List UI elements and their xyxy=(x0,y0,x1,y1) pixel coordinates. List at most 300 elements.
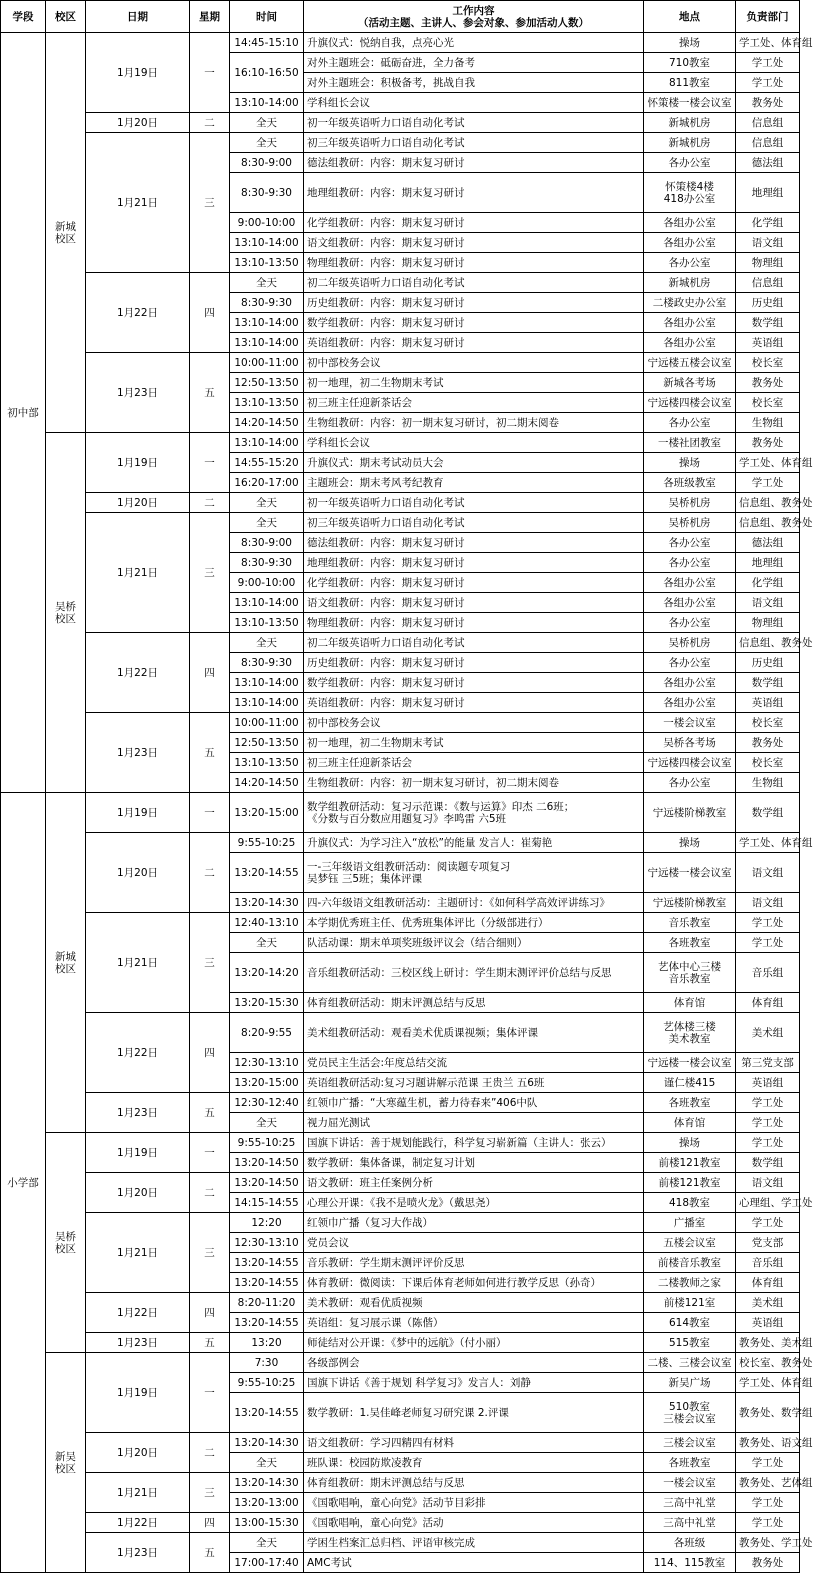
dept-cell: 德法组 xyxy=(736,153,800,173)
dept-cell: 数学组 xyxy=(736,313,800,333)
time-cell: 9:00-10:00 xyxy=(230,213,304,233)
dept-cell: 数学组 xyxy=(736,793,800,833)
date-cell: 1月23日 xyxy=(86,1333,190,1353)
date-cell: 1月21日 xyxy=(86,1473,190,1513)
header-content: 工作内容 （活动主题、主讲人、参会对象、参加活动人数） xyxy=(304,1,644,33)
content-cell: 地理组教研：内容：期末复习研讨 xyxy=(304,173,644,213)
content-cell: 初三年级英语听力口语自动化考试 xyxy=(304,133,644,153)
date-cell: 1月20日 xyxy=(86,493,190,513)
content-cell: 化学组教研：内容：期末复习研讨 xyxy=(304,213,644,233)
dept-cell: 校长室 xyxy=(736,393,800,413)
weekday-cell: 四 xyxy=(190,633,230,713)
dept-cell: 教务处 xyxy=(736,373,800,393)
content-cell: 物理组教研：内容：期末复习研讨 xyxy=(304,253,644,273)
place-cell: 操场 xyxy=(644,453,736,473)
content-cell: 英语组教研活动:复习习题讲解示范课 王贵兰 五6班 xyxy=(304,1073,644,1093)
time-cell: 13:10-14:00 xyxy=(230,233,304,253)
content-cell: 数学组教研活动：复习示范课：《数与运算》印杰 二6班； 《分数与百分数应用题复习》李鸣雷 六5班 xyxy=(304,793,644,833)
place-cell: 二楼政史办公室 xyxy=(644,293,736,313)
stage-cell: 小学部 xyxy=(1,793,46,1573)
weekday-cell: 三 xyxy=(190,513,230,633)
time-cell: 8:30-9:00 xyxy=(230,153,304,173)
time-cell: 9:00-10:00 xyxy=(230,573,304,593)
dept-cell: 语文组 xyxy=(736,593,800,613)
dept-cell: 学工处 xyxy=(736,1093,800,1113)
dept-cell: 历史组 xyxy=(736,653,800,673)
place-cell: 前楼121室 xyxy=(644,1293,736,1313)
time-cell: 12:30-13:10 xyxy=(230,1053,304,1073)
content-cell: 初二年级英语听力口语自动化考试 xyxy=(304,273,644,293)
time-cell: 16:20-17:00 xyxy=(230,473,304,493)
place-cell: 各组办公室 xyxy=(644,313,736,333)
table-row xyxy=(1,1513,800,1533)
place-cell: 811教室 xyxy=(644,73,736,93)
table-row xyxy=(1,1133,800,1153)
dept-cell: 历史组 xyxy=(736,293,800,313)
campus-cell: 新城 校区 xyxy=(46,793,86,1133)
dept-cell: 学工处 xyxy=(736,53,800,73)
date-cell: 1月19日 xyxy=(86,1133,190,1173)
place-cell: 各组办公室 xyxy=(644,333,736,353)
content-cell: 生物组教研：内容：初一期末复习研讨，初二期末阅卷 xyxy=(304,413,644,433)
place-cell: 三高中礼堂 xyxy=(644,1493,736,1513)
time-cell: 13:20-14:20 xyxy=(230,953,304,993)
time-cell: 13:20-14:30 xyxy=(230,893,304,913)
dept-cell: 信息组 xyxy=(736,133,800,153)
table-row xyxy=(1,273,800,293)
place-cell: 宁远楼四楼会议室 xyxy=(644,393,736,413)
place-cell: 各组办公室 xyxy=(644,573,736,593)
dept-cell: 学工处、体育组 xyxy=(736,453,800,473)
dept-cell: 学工处、体育组 xyxy=(736,33,800,53)
date-cell: 1月22日 xyxy=(86,633,190,713)
time-cell: 13:00-15:30 xyxy=(230,1513,304,1533)
content-cell: 队活动课：期末单项奖班级评议会（结合细则） xyxy=(304,933,644,953)
place-cell: 操场 xyxy=(644,1133,736,1153)
dept-cell: 语文组 xyxy=(736,1173,800,1193)
time-cell: 13:20-14:50 xyxy=(230,1173,304,1193)
weekday-cell: 五 xyxy=(190,1333,230,1353)
place-cell: 各办公室 xyxy=(644,553,736,573)
content-cell: 语文组教研：学习四精四有材料 xyxy=(304,1433,644,1453)
table-row xyxy=(1,113,800,133)
weekday-cell: 五 xyxy=(190,353,230,433)
dept-cell: 校长室 xyxy=(736,753,800,773)
content-cell: 数学组教研：内容：期末复习研讨 xyxy=(304,313,644,333)
time-cell: 13:20-14:50 xyxy=(230,1153,304,1173)
weekday-cell: 四 xyxy=(190,273,230,353)
time-cell: 9:55-10:25 xyxy=(230,1373,304,1393)
header-time: 时间 xyxy=(230,1,304,33)
table-row xyxy=(1,1473,800,1493)
time-cell: 8:30-9:30 xyxy=(230,173,304,213)
weekday-cell: 五 xyxy=(190,713,230,793)
place-cell: 各办公室 xyxy=(644,653,736,673)
dept-cell: 英语组 xyxy=(736,693,800,713)
content-cell: 《国歌唱响，童心向党》活动 xyxy=(304,1513,644,1533)
time-cell: 13:20-14:30 xyxy=(230,1433,304,1453)
dept-cell: 语文组 xyxy=(736,893,800,913)
time-cell: 14:55-15:20 xyxy=(230,453,304,473)
place-cell: 新城机房 xyxy=(644,273,736,293)
dept-cell: 语文组 xyxy=(736,233,800,253)
dept-cell: 数学组 xyxy=(736,673,800,693)
time-cell: 13:10-14:00 xyxy=(230,313,304,333)
time-cell: 13:20-15:00 xyxy=(230,793,304,833)
time-cell: 12:30-13:10 xyxy=(230,1233,304,1253)
time-cell: 13:20-15:00 xyxy=(230,1073,304,1093)
content-cell: 初三年级英语听力口语自动化考试 xyxy=(304,513,644,533)
content-cell: 语文组教研：内容：期末复习研讨 xyxy=(304,233,644,253)
time-cell: 全天 xyxy=(230,933,304,953)
place-cell: 各班教室 xyxy=(644,933,736,953)
place-cell: 操场 xyxy=(644,833,736,853)
dept-cell: 学工处 xyxy=(736,473,800,493)
schedule-body xyxy=(1,33,813,1573)
place-cell: 二楼教师之家 xyxy=(644,1273,736,1293)
time-cell: 13:20-14:55 xyxy=(230,853,304,893)
campus-cell: 新吴 校区 xyxy=(46,1353,86,1573)
table-row xyxy=(1,1433,800,1453)
campus-cell: 吴桥 校区 xyxy=(46,1133,86,1353)
place-cell: 新城机房 xyxy=(644,133,736,153)
content-cell: 数学教研：集体备课，制定复习计划 xyxy=(304,1153,644,1173)
content-cell: 本学期优秀班主任、优秀班集体评比（分级部进行） xyxy=(304,913,644,933)
time-cell: 13:20 xyxy=(230,1333,304,1353)
time-cell: 8:20-11:20 xyxy=(230,1293,304,1313)
date-cell: 1月20日 xyxy=(86,1433,190,1473)
dept-cell: 信息组、教务处 xyxy=(736,513,800,533)
content-cell: 英语组教研：内容：期末复习研讨 xyxy=(304,693,644,713)
content-cell: 德法组教研：内容：期末复习研讨 xyxy=(304,153,644,173)
place-cell: 各班教室 xyxy=(644,1453,736,1473)
date-cell: 1月23日 xyxy=(86,1533,190,1573)
place-cell: 体育馆 xyxy=(644,1113,736,1133)
table-row xyxy=(1,793,800,833)
weekday-cell: 三 xyxy=(190,1213,230,1293)
table-row xyxy=(1,913,800,933)
dept-cell: 美术组 xyxy=(736,1293,800,1313)
header-dept: 负责部门 xyxy=(736,1,800,33)
place-cell: 广播室 xyxy=(644,1213,736,1233)
time-cell: 13:20-13:00 xyxy=(230,1493,304,1513)
time-cell: 8:20-9:55 xyxy=(230,1013,304,1053)
place-cell: 各办公室 xyxy=(644,613,736,633)
time-cell: 13:20-14:55 xyxy=(230,1253,304,1273)
content-cell: 初二年级英语听力口语自动化考试 xyxy=(304,633,644,653)
place-cell: 510教室 三楼会议室 xyxy=(644,1393,736,1433)
content-cell: 英语组：复习展示课（陈偕） xyxy=(304,1313,644,1333)
content-cell: 体育教研：微阅读：下课后体育老师如何进行教学反思（孙奇） xyxy=(304,1273,644,1293)
time-cell: 13:10-13:50 xyxy=(230,613,304,633)
content-cell: 一-三年级语文组教研活动：阅读题专项复习 吴梦钰 三5班；集体评课 xyxy=(304,853,644,893)
place-cell: 操场 xyxy=(644,33,736,53)
time-cell: 10:00-11:00 xyxy=(230,353,304,373)
place-cell: 宁远楼阶梯教室 xyxy=(644,793,736,833)
dept-cell: 信息组 xyxy=(736,113,800,133)
content-cell: 班队课：校园防欺凌教育 xyxy=(304,1453,644,1473)
time-cell: 7:30 xyxy=(230,1353,304,1373)
date-cell: 1月20日 xyxy=(86,1173,190,1213)
place-cell: 吴桥机房 xyxy=(644,513,736,533)
date-cell: 1月19日 xyxy=(86,433,190,493)
place-cell: 宁远楼一楼会议室 xyxy=(644,1053,736,1073)
table-row xyxy=(1,633,800,653)
content-cell: 数学组教研：内容：期末复习研讨 xyxy=(304,673,644,693)
date-cell: 1月22日 xyxy=(86,273,190,353)
content-cell: 国旗下讲话《善于规划 科学复习》发言人：刘静 xyxy=(304,1373,644,1393)
dept-cell: 教务处、学工处 xyxy=(736,1533,800,1553)
date-cell: 1月22日 xyxy=(86,1013,190,1093)
time-cell: 13:20-14:55 xyxy=(230,1313,304,1333)
place-cell: 三高中礼堂 xyxy=(644,1513,736,1533)
time-cell: 14:15-14:55 xyxy=(230,1193,304,1213)
date-cell: 1月23日 xyxy=(86,1093,190,1133)
weekday-cell: 五 xyxy=(190,1093,230,1133)
dept-cell: 生物组 xyxy=(736,773,800,793)
place-cell: 各组办公室 xyxy=(644,213,736,233)
time-cell: 13:10-13:50 xyxy=(230,253,304,273)
content-cell: 地理组教研：内容：期末复习研讨 xyxy=(304,553,644,573)
place-cell: 各组办公室 xyxy=(644,693,736,713)
weekday-cell: 三 xyxy=(190,133,230,273)
weekday-cell: 二 xyxy=(190,493,230,513)
dept-cell: 物理组 xyxy=(736,613,800,633)
time-cell: 17:00-17:40 xyxy=(230,1553,304,1573)
time-cell: 12:50-13:50 xyxy=(230,733,304,753)
date-cell: 1月21日 xyxy=(86,513,190,633)
content-cell: 音乐教研：学生期末测评评价反思 xyxy=(304,1253,644,1273)
time-cell: 全天 xyxy=(230,633,304,653)
table-row xyxy=(1,1173,800,1193)
time-cell: 全天 xyxy=(230,113,304,133)
time-cell: 全天 xyxy=(230,133,304,153)
place-cell: 614教室 xyxy=(644,1313,736,1333)
time-cell: 12:40-13:10 xyxy=(230,913,304,933)
dept-cell: 数学组 xyxy=(736,1153,800,1173)
content-cell: 初三班主任迎新茶话会 xyxy=(304,393,644,413)
place-cell: 418教室 xyxy=(644,1193,736,1213)
content-cell: 党员会议 xyxy=(304,1233,644,1253)
time-cell: 9:55-10:25 xyxy=(230,833,304,853)
table-row xyxy=(1,353,800,373)
table-row xyxy=(1,833,800,853)
place-cell: 音乐教室 xyxy=(644,913,736,933)
place-cell: 一楼社团教室 xyxy=(644,433,736,453)
place-cell: 艺体中心三楼 音乐教室 xyxy=(644,953,736,993)
content-cell: 升旗仪式：悦纳自我，点亮心光 xyxy=(304,33,644,53)
dept-cell: 化学组 xyxy=(736,573,800,593)
dept-cell: 教务处 xyxy=(736,93,800,113)
weekday-cell: 一 xyxy=(190,1353,230,1433)
dept-cell: 学工处 xyxy=(736,73,800,93)
dept-cell: 物理组 xyxy=(736,253,800,273)
date-cell: 1月22日 xyxy=(86,1293,190,1333)
time-cell: 14:45-15:10 xyxy=(230,33,304,53)
weekday-cell: 一 xyxy=(190,1133,230,1173)
place-cell: 宁远楼阶梯教室 xyxy=(644,893,736,913)
dept-cell: 教务处、艺体组 xyxy=(736,1473,800,1493)
content-cell: 心理公开课：《我不是喷火龙》（戴思尧） xyxy=(304,1193,644,1213)
content-cell: 四-六年级语文组教研活动：主题研讨：《如何科学高效评讲练习》 xyxy=(304,893,644,913)
time-cell: 全天 xyxy=(230,513,304,533)
content-cell: 初一地理，初二生物期末考试 xyxy=(304,733,644,753)
content-cell: 升旗仪式：期末考试动员大会 xyxy=(304,453,644,473)
dept-cell: 美术组 xyxy=(736,1013,800,1053)
header-place: 地点 xyxy=(644,1,736,33)
dept-cell: 教务处 xyxy=(736,433,800,453)
place-cell: 各办公室 xyxy=(644,413,736,433)
content-cell: 初中部校务会议 xyxy=(304,353,644,373)
place-cell: 体育馆 xyxy=(644,993,736,1013)
dept-cell: 教务处 xyxy=(736,733,800,753)
dept-cell: 信息组、教务处 xyxy=(736,493,800,513)
content-cell: 德法组教研：内容：期末复习研讨 xyxy=(304,533,644,553)
place-cell: 新吴广场 xyxy=(644,1373,736,1393)
place-cell: 一楼会议室 xyxy=(644,1473,736,1493)
table-row xyxy=(1,1533,800,1553)
date-cell: 1月21日 xyxy=(86,913,190,1013)
content-cell: 历史组教研：内容：期末复习研讨 xyxy=(304,293,644,313)
content-cell: 师徒结对公开课：《梦中的远航》（付小丽） xyxy=(304,1333,644,1353)
date-cell: 1月21日 xyxy=(86,1213,190,1293)
time-cell: 12:30-12:40 xyxy=(230,1093,304,1113)
weekday-cell: 四 xyxy=(190,1013,230,1093)
table-row xyxy=(1,133,800,153)
content-cell: 视力屈光测试 xyxy=(304,1113,644,1133)
dept-cell: 化学组 xyxy=(736,213,800,233)
dept-cell: 音乐组 xyxy=(736,1253,800,1273)
content-cell: 语文组教研：内容：期末复习研讨 xyxy=(304,593,644,613)
dept-cell: 地理组 xyxy=(736,553,800,573)
weekday-cell: 一 xyxy=(190,433,230,493)
dept-cell: 校长室、教务处 xyxy=(736,1353,800,1373)
place-cell: 怀策楼一楼会议室 xyxy=(644,93,736,113)
dept-cell: 英语组 xyxy=(736,1313,800,1333)
place-cell: 各办公室 xyxy=(644,153,736,173)
date-cell: 1月23日 xyxy=(86,713,190,793)
time-cell: 全天 xyxy=(230,273,304,293)
time-cell: 全天 xyxy=(230,1453,304,1473)
table-row xyxy=(1,1013,800,1053)
dept-cell: 学工处 xyxy=(736,1113,800,1133)
campus-cell: 吴桥 校区 xyxy=(46,433,86,793)
dept-cell: 音乐组 xyxy=(736,953,800,993)
place-cell: 宁远楼一楼会议室 xyxy=(644,853,736,893)
time-cell: 10:00-11:00 xyxy=(230,713,304,733)
weekday-cell: 一 xyxy=(190,33,230,113)
content-cell: 学困生档案汇总归档、评语审核完成 xyxy=(304,1533,644,1553)
dept-cell: 党支部 xyxy=(736,1233,800,1253)
time-cell: 全天 xyxy=(230,1533,304,1553)
content-cell: 红领巾广播：“大寒蕴生机，蓄力待春来”406中队 xyxy=(304,1093,644,1113)
content-cell: 《国歌唱响，童心向党》活动节目彩排 xyxy=(304,1493,644,1513)
content-cell: 体育组教研活动：期末评测总结与反思 xyxy=(304,993,644,1013)
place-cell: 谨仁楼415 xyxy=(644,1073,736,1093)
dept-cell: 教务处、美术组 xyxy=(736,1333,800,1353)
content-cell: 美术组教研活动：观看美术优质课视频；集体评课 xyxy=(304,1013,644,1053)
header-campus: 校区 xyxy=(46,1,86,33)
place-cell: 各办公室 xyxy=(644,533,736,553)
dept-cell: 学工处、体育组 xyxy=(736,1373,800,1393)
time-cell: 全天 xyxy=(230,493,304,513)
weekday-cell: 一 xyxy=(190,793,230,833)
place-cell: 三楼会议室 xyxy=(644,1433,736,1453)
time-cell: 13:10-13:50 xyxy=(230,753,304,773)
weekday-cell: 三 xyxy=(190,1473,230,1513)
content-cell: 音乐组教研活动：三校区线上研讨：学生期末测评评价总结与反思 xyxy=(304,953,644,993)
content-cell: 英语组教研：内容：期末复习研讨 xyxy=(304,333,644,353)
place-cell: 宁远楼五楼会议室 xyxy=(644,353,736,373)
content-cell: 数学教研：1.吴佳峰老师复习研究课 2.评课 xyxy=(304,1393,644,1433)
dept-cell: 英语组 xyxy=(736,1073,800,1093)
date-cell: 1月22日 xyxy=(86,1513,190,1533)
dept-cell: 信息组 xyxy=(736,273,800,293)
table-row xyxy=(1,433,800,453)
dept-cell: 教务处、语文组 xyxy=(736,1433,800,1453)
time-cell: 8:30-9:30 xyxy=(230,653,304,673)
dept-cell: 校长室 xyxy=(736,353,800,373)
date-cell: 1月19日 xyxy=(86,1353,190,1433)
weekday-cell: 二 xyxy=(190,833,230,913)
table-row xyxy=(1,33,800,53)
header-row xyxy=(1,1,800,33)
place-cell: 各组办公室 xyxy=(644,673,736,693)
place-cell: 新城机房 xyxy=(644,113,736,133)
dept-cell: 信息组、教务处 xyxy=(736,633,800,653)
weekday-cell: 二 xyxy=(190,1173,230,1213)
content-cell: 物理组教研：内容：期末复习研讨 xyxy=(304,613,644,633)
dept-cell: 体育组 xyxy=(736,1273,800,1293)
dept-cell: 地理组 xyxy=(736,173,800,213)
content-cell: 初中部校务会议 xyxy=(304,713,644,733)
date-cell: 1月19日 xyxy=(86,793,190,833)
content-cell: 初三班主任迎新茶话会 xyxy=(304,753,644,773)
content-cell: 化学组教研：内容：期末复习研讨 xyxy=(304,573,644,593)
time-cell: 13:10-14:00 xyxy=(230,433,304,453)
time-cell: 13:10-14:00 xyxy=(230,593,304,613)
time-cell: 14:20-14:50 xyxy=(230,773,304,793)
content-cell: 历史组教研：内容：期末复习研讨 xyxy=(304,653,644,673)
dept-cell: 学工处 xyxy=(736,1513,800,1533)
content-cell: 对外主题班会：积极备考，挑战自我 xyxy=(304,73,644,93)
place-cell: 前楼121教室 xyxy=(644,1173,736,1193)
place-cell: 吴桥各考场 xyxy=(644,733,736,753)
date-cell: 1月23日 xyxy=(86,353,190,433)
place-cell: 114、115教室 xyxy=(644,1553,736,1573)
time-cell: 13:20-14:55 xyxy=(230,1393,304,1433)
place-cell: 宁远楼四楼会议室 xyxy=(644,753,736,773)
place-cell: 一楼会议室 xyxy=(644,713,736,733)
dept-cell: 学工处 xyxy=(736,1493,800,1513)
place-cell: 新城各考场 xyxy=(644,373,736,393)
place-cell: 怀策楼4楼 418办公室 xyxy=(644,173,736,213)
date-cell: 1月20日 xyxy=(86,833,190,913)
time-cell: 8:30-9:00 xyxy=(230,533,304,553)
dept-cell: 德法组 xyxy=(736,533,800,553)
time-cell: 13:10-14:00 xyxy=(230,673,304,693)
campus-cell: 新城 校区 xyxy=(46,33,86,433)
place-cell: 515教室 xyxy=(644,1333,736,1353)
time-cell: 12:50-13:50 xyxy=(230,373,304,393)
content-cell: AMC考试 xyxy=(304,1553,644,1573)
table-row xyxy=(1,1293,800,1313)
content-cell: 党员民主生活会:年度总结交流 xyxy=(304,1053,644,1073)
time-cell: 13:10-14:00 xyxy=(230,693,304,713)
table-row xyxy=(1,713,800,733)
dept-cell: 心理组、学工处 xyxy=(736,1193,800,1213)
content-cell: 红领巾广播（复习大作战） xyxy=(304,1213,644,1233)
